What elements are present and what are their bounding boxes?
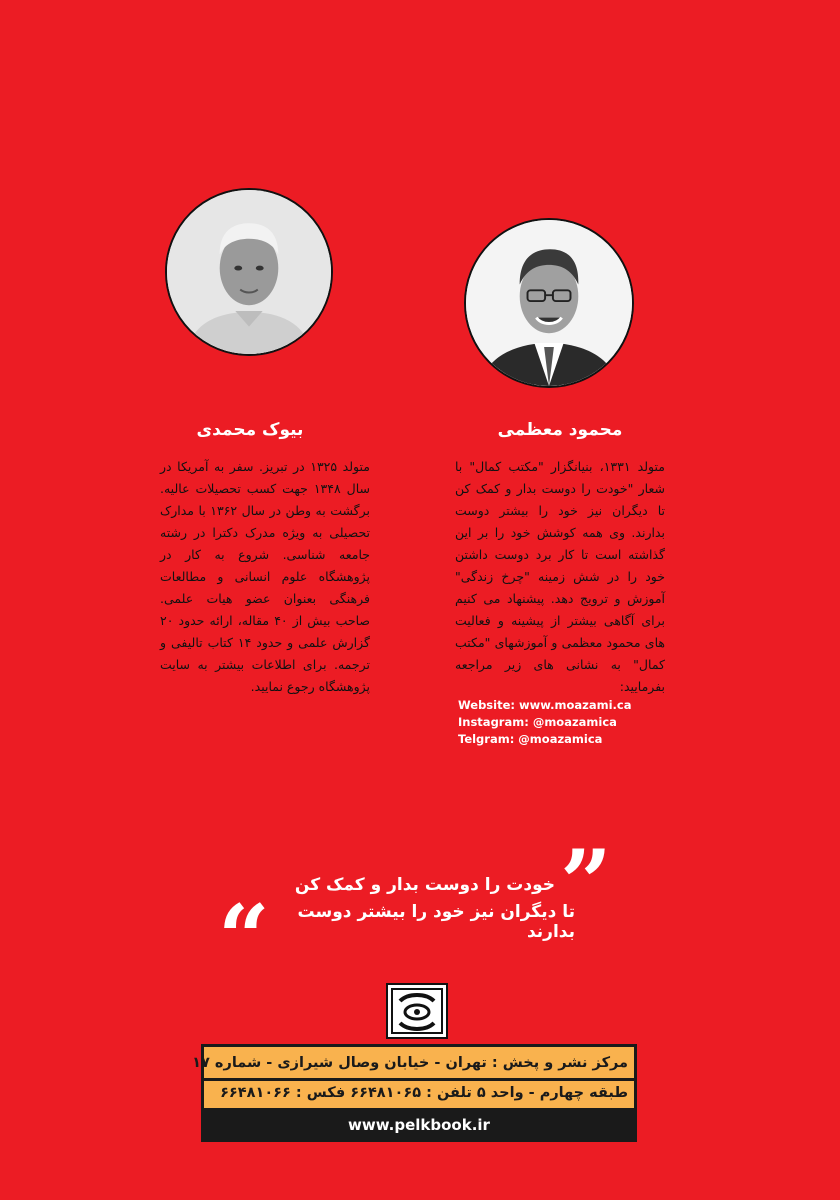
publisher-contact: طبقه چهارم - واحد ۵ تلفن : ۶۶۴۸۱۰۶۵ فکس : ۶۶۴۸۱۰۶۶ [220,1085,628,1101]
quote-line-1: خودت را دوست بدار و کمک کن [294,875,555,895]
portrait-photo-icon [466,220,632,386]
author-bio-mahmoud-moazami: متولد ۱۳۳۱، بنیانگزار "مکتب کمال" با شعار "خودت را دوست بدار و کمک کن تا دیگران نیز خود را بیشتر دوست بدارند. وی همه کوشش خود را بر این گذاشته است تا کار برد دوست داشتن خود را در شش زمینه "چرخ زندگی" آموزش و ترویج دهد. پیشنهاد می کنیم برای آگاهی بیشتر از پیشینه و فعالیت های محمود معظمی و آموزشهای "مکتب کمال" به نشانی های زیر مراجعه بفرمایید: [455,459,665,694]
author-bio-biouk-mohammadi: متولد ۱۳۲۵ در تبریز. سفر به آمریکا در سال ۱۳۴۸ جهت کسب تحصیلات عالیه. برگشت به وطن در سال ۱۳۶۲ با مدارک تحصیلی به ویژه مدرک دکترا در رشته جامعه شناسی. شروع به کار در پژوهشگاه علوم انسانی و مطالعات فرهنگی بعنوان عضو هیات علمی. صاحب بیش از ۴۰ مقاله، ارائه حدود ۲۰ گزارش علمی و حدود ۱۴ کتاب تالیفی و ترجمه. برای اطلاعات بیشتر به سایت پژوهشگاه رجوع نمایید. [160,459,370,694]
publisher-address: مرکز نشر و پخش : تهران - خیابان وصال شیرازی - شماره ۱۷ [192,1055,628,1071]
author-name-biouk-mohammadi: بیوک محمدی [196,420,304,440]
author-contacts [458,697,658,748]
pelk-publisher-logo-icon [386,983,448,1039]
portrait-mahmoud-moazami [464,218,634,388]
portrait-biouk-mohammadi [165,188,333,356]
portrait-photo-icon [167,190,331,354]
telegram-link[interactable]: Telgram: @moazamica [458,732,603,746]
quote-line-2: تا دیگران نیز خود را بیشتر دوست بدارند [297,902,575,942]
quote-open-mark: ” [560,830,612,936]
instagram-link[interactable]: Instagram: @moazamica [458,715,617,729]
publisher-website-link[interactable]: www.pelkbook.ir [204,1111,634,1139]
publisher-footer [192,1044,637,1142]
author-name-mahmoud-moazami: محمود معظمی [497,420,623,440]
quote-close-mark: “ [218,885,270,991]
website-link[interactable]: Website: www.moazami.ca [458,698,632,712]
